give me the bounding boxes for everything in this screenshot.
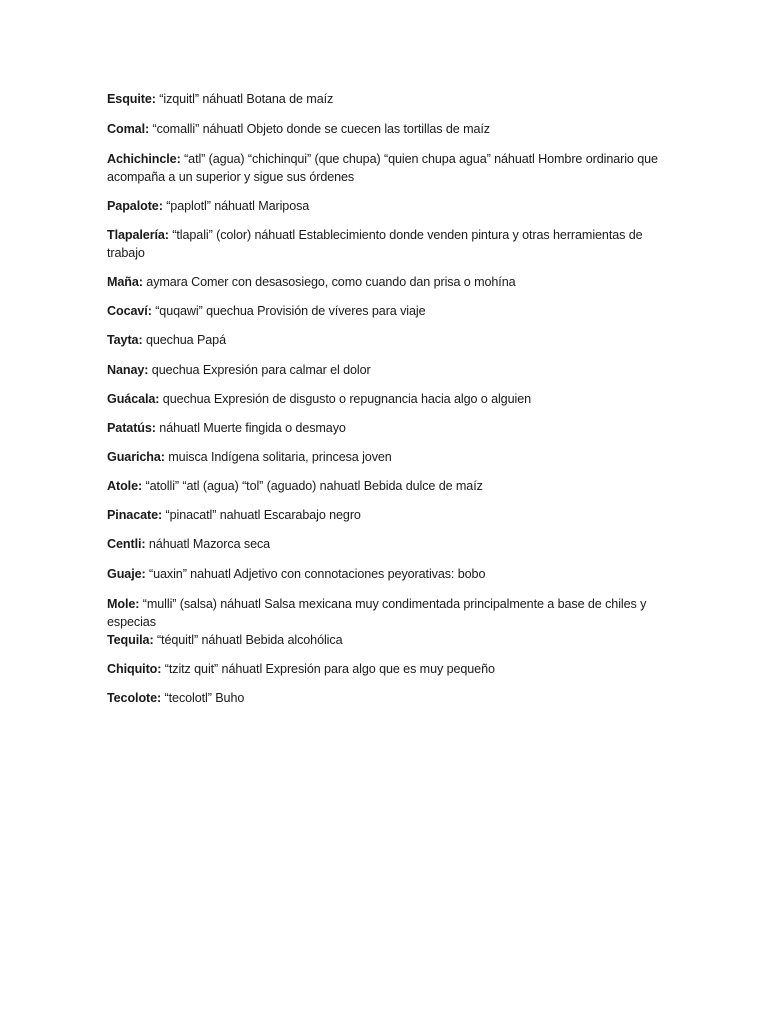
entry-guaricha <box>107 448 667 466</box>
entry-tequila <box>107 631 667 649</box>
entry-term: Comal: <box>107 122 150 136</box>
entry-text: “atolli” “atl (agua) “tol” (aguado) nahuatl Bebida dulce de maíz <box>142 479 483 493</box>
entry-text: “mulli” (salsa) náhuatl Salsa mexicana muy condimentada principalmente a base de chiles y especias <box>107 597 647 629</box>
entry-text: “pinacatl” nahuatl Escarabajo negro <box>162 508 361 522</box>
entry-patatus <box>107 419 667 437</box>
entry-guacala <box>107 390 667 408</box>
entry-text: “comalli” náhuatl Objeto donde se cuecen las tortillas de maíz <box>149 122 491 136</box>
entry-mana <box>107 273 667 291</box>
entry-term: Tlapalería: <box>107 228 169 242</box>
entry-term: Atole: <box>107 479 143 493</box>
entry-text: náhuatl Mazorca seca <box>145 537 271 551</box>
entry-nanay <box>107 361 667 379</box>
entry-term: Guácala: <box>107 392 160 406</box>
entry-text: “tzitz quit” náhuatl Expresión para algo que es muy pequeño <box>161 662 495 676</box>
entry-term: Tecolote: <box>107 691 162 705</box>
entry-term: Achichincle: <box>107 152 181 166</box>
entry-cocavi <box>107 302 667 320</box>
entry-term: Maña: <box>107 275 143 289</box>
entry-text: náhuatl Muerte fingida o desmayo <box>155 421 346 435</box>
entry-text: quechua Papá <box>142 333 226 347</box>
entry-text: aymara Comer con desasosiego, como cuando dan prisa o mohína <box>142 275 516 289</box>
entry-term: Esquite: <box>107 92 156 106</box>
entry-text: “tlapali” (color) náhuatl Establecimiento donde venden pintura y otras herramientas de trabajo <box>107 228 643 260</box>
entry-papalote <box>107 197 667 215</box>
entry-tlapaleria <box>107 226 667 262</box>
entry-text: “paplotl” náhuatl Mariposa <box>162 199 310 213</box>
entry-text: “quqawi” quechua Provisión de víveres para viaje <box>151 304 426 318</box>
entry-text: quechua Expresión para calmar el dolor <box>148 363 371 377</box>
entry-text: “atl” (agua) “chichinqui” (que chupa) “quien chupa agua” náhuatl Hombre ordinario que acompaña a un superior y sigue sus órdenes <box>107 152 658 184</box>
entry-term: Tequila: <box>107 633 154 647</box>
entry-term: Guaje: <box>107 567 146 581</box>
entry-text: “tecolotl” Buho <box>161 691 245 705</box>
entry-term: Centli: <box>107 537 146 551</box>
entry-term: Nanay: <box>107 363 149 377</box>
entry-atole <box>107 477 667 495</box>
entry-term: Cocaví: <box>107 304 152 318</box>
entry-text: “izquitl” náhuatl Botana de maíz <box>155 92 334 106</box>
entry-chiquito <box>107 660 667 678</box>
entry-term: Guaricha: <box>107 450 165 464</box>
entry-tecolote <box>107 689 667 707</box>
entry-tayta <box>107 331 667 349</box>
entry-esquite <box>107 90 667 108</box>
entry-text: “uaxin” nahuatl Adjetivo con connotaciones peyorativas: bobo <box>145 567 486 581</box>
entry-term: Tayta: <box>107 333 143 347</box>
entry-text: muisca Indígena solitaria, princesa joven <box>164 450 392 464</box>
entry-text: quechua Expresión de disgusto o repugnancia hacia algo o alguien <box>159 392 531 406</box>
entry-centli <box>107 535 667 553</box>
entry-comal <box>107 120 667 138</box>
entry-term: Mole: <box>107 597 140 611</box>
entry-achichincle <box>107 150 667 186</box>
entry-term: Patatús: <box>107 421 156 435</box>
entry-guaje <box>107 565 667 583</box>
entry-term: Chiquito: <box>107 662 162 676</box>
entry-pinacate <box>107 506 667 524</box>
entry-term: Pinacate: <box>107 508 163 522</box>
entry-mole <box>107 595 667 631</box>
entry-term: Papalote: <box>107 199 163 213</box>
entry-text: “téquitl” náhuatl Bebida alcohólica <box>153 633 343 647</box>
